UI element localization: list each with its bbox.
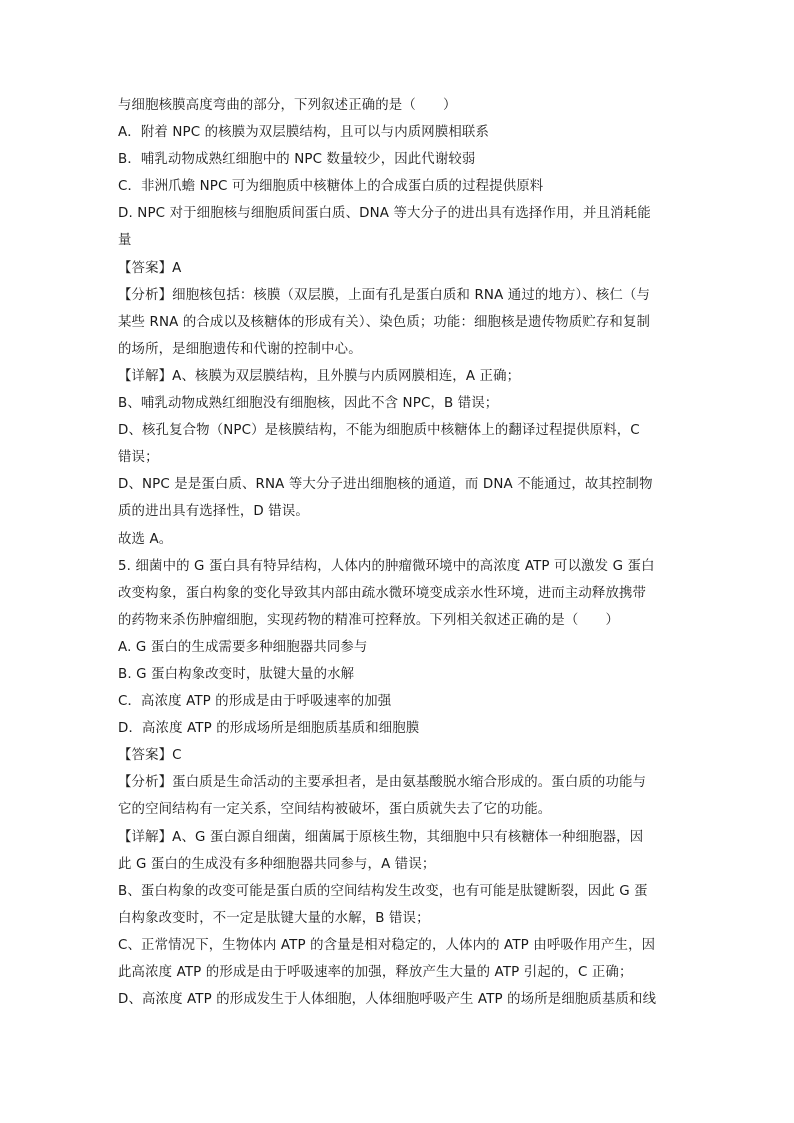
text-line: B．哺乳动物成熟红细胞中的 NPC 数量较少，因此代谢较弱 xyxy=(118,152,476,168)
text-line: 【分析】蛋白质是生命活动的主要承担者，是由氨基酸脱水缩合形成的。蛋白质的功能与 xyxy=(118,775,647,791)
text-line: C．高浓度 ATP 的形成是由于呼吸速率的加强 xyxy=(118,694,392,710)
text-line: B、哺乳动物成熟红细胞没有细胞核，因此不含 NPC，B 错误； xyxy=(118,396,499,412)
text-line: 故选 A。 xyxy=(118,531,173,547)
text-line: D、核孔复合物（NPC）是核膜结构，不能为细胞质中核糖体上的翻译过程提供原料，C xyxy=(118,423,640,439)
text-line: 改变构象，蛋白构象的变化导致其内部由疏水微环境变成亲水性环境，进而主动释放携带 xyxy=(118,585,647,601)
text-line: D、NPC 是是蛋白质、RNA 等大分子进出细胞核的通道，而 DNA 不能通过，故其控制物 xyxy=(118,477,653,493)
text-line: D、高浓度 ATP 的形成发生于人体细胞，人体细胞呼吸产生 ATP 的场所是细胞质基质和线 xyxy=(118,992,657,1008)
text-line: B. G 蛋白构象改变时，肽键大量的水解 xyxy=(118,666,355,682)
text-line: 与细胞核膜高度弯曲的部分，下列叙述正确的是（ ） xyxy=(118,98,457,113)
text-line: 错误； xyxy=(118,450,159,466)
text-line: 【答案】A xyxy=(118,260,182,276)
text-line: 【分析】细胞核包括：核膜（双层膜，上面有孔是蛋白质和 RNA 通过的地方）、核仁（与 xyxy=(118,287,651,303)
text-line: C．非洲爪蟾 NPC 可为细胞质中核糖体上的合成蛋白质的过程提供原料 xyxy=(118,179,544,195)
text-line: D．高浓度 ATP 的形成场所是细胞质基质和细胞膜 xyxy=(118,721,420,737)
document-body xyxy=(118,92,678,1013)
text-line: 白构象改变时，不一定是肽键大量的水解，B 错误； xyxy=(118,910,430,926)
text-line: 5. 细菌中的 G 蛋白具有特异结构，人体内的肿瘤微环境中的高浓度 ATP 可以激发 G 蛋白 xyxy=(118,558,655,574)
text-line: 【详解】A、G 蛋白源自细菌，细菌属于原核生物，其细胞中只有核糖体一种细胞器，因 xyxy=(118,829,644,845)
text-line: C、正常情况下，生物体内 ATP 的含量是相对稳定的，人体内的 ATP 由呼吸作用产生，因 xyxy=(118,937,656,953)
text-line: 某些 RNA 的合成以及核糖体的形成有关）、染色质；功能：细胞核是遗传物质贮存和复制 xyxy=(118,314,651,330)
text-line: 量 xyxy=(118,233,132,249)
text-line: D. NPC 对于细胞核与细胞质间蛋白质、DNA 等大分子的进出具有选择作用，并且消耗能 xyxy=(118,206,651,222)
text-line: 【答案】C xyxy=(118,748,182,764)
text-line: A．附着 NPC 的核膜为双层膜结构，且可以与内质网膜相联系 xyxy=(118,125,489,141)
text-line: 此 G 蛋白的生成没有多种细胞器共同参与，A 错误； xyxy=(118,856,436,872)
text-line: B、蛋白构象的改变可能是蛋白质的空间结构发生改变，也有可能是肽键断裂，因此 G 蛋 xyxy=(118,883,648,899)
text-line: 质的进出具有选择性，D 错误。 xyxy=(118,504,309,520)
text-line: 此高浓度 ATP 的形成是由于呼吸速率的加强，释放产生大量的 ATP 引起的，C 正确； xyxy=(118,965,633,980)
text-line: A. G 蛋白的生成需要多种细胞器共同参与 xyxy=(118,639,368,655)
text-line: 的药物来杀伤肿瘤细胞，实现药物的精准可控释放。下列相关叙述正确的是（ ） xyxy=(118,612,620,628)
text-line: 【详解】A、核膜为双层膜结构，且外膜与内质网膜相连，A 正确； xyxy=(118,368,521,384)
text-line: 的场所，是细胞遗传和代谢的控制中心。 xyxy=(118,341,362,357)
text-line: 它的空间结构有一定关系，空间结构被破坏，蛋白质就失去了它的功能。 xyxy=(118,802,552,818)
